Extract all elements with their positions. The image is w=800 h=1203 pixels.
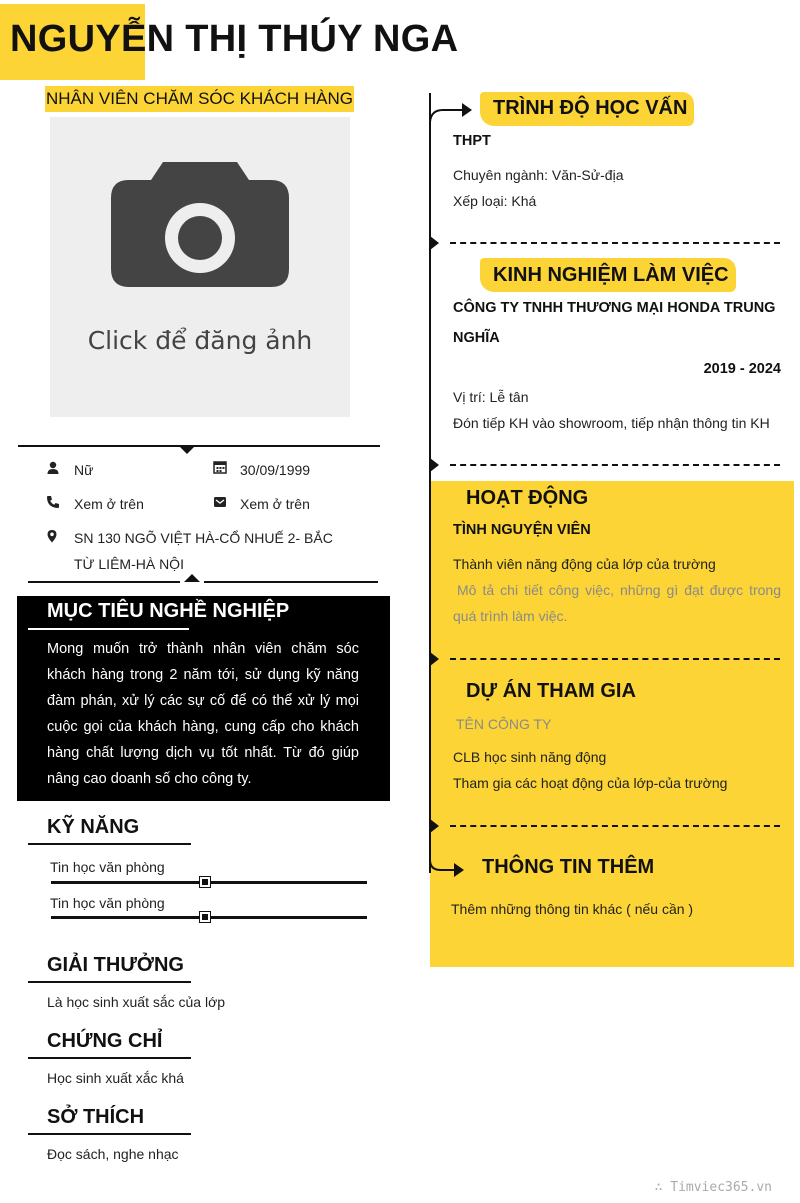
skill-name[interactable]: Tin học văn phòng xyxy=(50,895,165,911)
divider xyxy=(28,581,180,583)
awards-title: GIẢI THƯỞNG xyxy=(47,954,184,976)
calendar-icon xyxy=(213,460,227,474)
certificates-text[interactable]: Học sinh xuất xắc khá xyxy=(47,1070,184,1086)
skill-level-handle[interactable] xyxy=(200,877,210,887)
candidate-name[interactable]: NGUYỄN THỊ THÚY NGA xyxy=(10,18,459,60)
timeline-arrow-icon xyxy=(429,850,465,880)
projects-company[interactable]: TÊN CÔNG TY xyxy=(456,716,552,732)
additional-text[interactable]: Thêm những thông tin khác ( nếu cần ) xyxy=(451,901,694,917)
phone[interactable]: Xem ở trên xyxy=(74,496,144,512)
timeline-marker xyxy=(430,652,439,666)
education-title: TRÌNH ĐỘ HỌC VẤN xyxy=(493,97,688,119)
skills-underline xyxy=(28,843,191,845)
projects-title: DỰ ÁN THAM GIA xyxy=(466,680,636,702)
activities-org[interactable]: TÌNH NGUYỆN VIÊN xyxy=(453,522,591,538)
divider xyxy=(204,581,378,583)
divider-arrow xyxy=(179,446,195,454)
skills-title: KỸ NĂNG xyxy=(47,816,140,838)
timeline-arrow-icon xyxy=(429,98,473,124)
objective-underline xyxy=(28,628,189,630)
activities-title: HOẠT ĐỘNG xyxy=(466,487,589,509)
projects-line-2[interactable]: Tham gia các hoạt động của lớp-của trường xyxy=(453,775,728,791)
certificates-title: CHỨNG CHỈ xyxy=(47,1030,163,1052)
phone-icon xyxy=(46,495,60,509)
divider xyxy=(18,445,380,447)
objective-title: MỤC TIÊU NGHỀ NGHIỆP xyxy=(47,600,290,622)
user-icon xyxy=(46,461,60,475)
dashed-divider xyxy=(450,825,780,827)
job-title[interactable]: NHÂN VIÊN CHĂM SÓC KHÁCH HÀNG xyxy=(45,86,354,112)
birthday[interactable]: 30/09/1999 xyxy=(240,462,311,478)
timeline-marker xyxy=(430,458,439,472)
certificates-underline xyxy=(28,1057,191,1059)
dashed-divider xyxy=(450,658,780,660)
dashed-divider xyxy=(450,242,780,244)
camera-icon[interactable] xyxy=(111,162,289,287)
awards-text[interactable]: Là học sinh xuất sắc của lớp xyxy=(47,994,226,1010)
education-school[interactable]: THPT xyxy=(453,133,491,149)
hobbies-underline xyxy=(28,1133,191,1135)
photo-upload-label[interactable]: Click để đăng ảnh xyxy=(87,326,313,355)
dashed-divider xyxy=(450,464,780,466)
education-major[interactable]: Chuyên ngành: Văn-Sử-địa xyxy=(453,167,624,183)
experience-description[interactable]: Đón tiếp KH vào showroom, tiếp nhận thông tin KH xyxy=(453,415,770,431)
skill-name[interactable]: Tin học văn phòng xyxy=(50,859,165,875)
hobbies-title: SỞ THÍCH xyxy=(47,1106,145,1128)
activities-role[interactable]: Thành viên năng động của lớp của trường xyxy=(453,556,716,572)
objective-text[interactable]: Mong muốn trở thành nhân viên chăm sóc khách hàng trong 2 năm tới, sử dụng kỹ năng đàm phán, xử lý các sự cố để có thể xử lý mọi cuộc gọi của khách hàng, cung cấp cho khách hàng chất lượng dịch vụ tốt nhất. Từ đó giúp nâng cao doanh số cho công ty. xyxy=(47,641,359,787)
additional-title: THÔNG TIN THÊM xyxy=(482,856,655,878)
gender[interactable]: Nữ xyxy=(74,462,94,478)
timeline-line xyxy=(429,93,431,873)
location-icon xyxy=(45,529,59,543)
experience-company-line-1[interactable]: CÔNG TY TNHH THƯƠNG MẠI HONDA TRUNG xyxy=(453,300,776,316)
timeline-marker xyxy=(430,819,439,833)
experience-company-line-2[interactable]: NGHĨA xyxy=(453,330,500,346)
email[interactable]: Xem ở trên xyxy=(240,496,310,512)
projects-line-1[interactable]: CLB học sinh năng động xyxy=(453,749,607,765)
awards-underline xyxy=(28,981,191,983)
email-icon xyxy=(213,495,227,509)
experience-position[interactable]: Vị trí: Lễ tân xyxy=(453,389,529,405)
skill-level-handle[interactable] xyxy=(200,912,210,922)
experience-period[interactable]: 2019 - 2024 xyxy=(703,361,781,377)
activities-description[interactable]: Mô tả chi tiết công việc, những gì đạt được trong quá trình làm việc. xyxy=(453,582,781,624)
brand-watermark: ∴ Timviec365.vn xyxy=(654,1180,772,1195)
timeline-marker xyxy=(430,236,439,250)
address-line-1[interactable]: SN 130 NGÕ VIỆT HÀ-CỔ NHUẾ 2- BẮC xyxy=(74,530,333,546)
experience-title: KINH NGHIỆM LÀM VIỆC xyxy=(493,264,729,286)
hobbies-text[interactable]: Đọc sách, nghe nhạc xyxy=(47,1146,179,1162)
address-line-2[interactable]: TỪ LIÊM-HÀ NỘI xyxy=(74,556,184,572)
education-rank[interactable]: Xếp loại: Khá xyxy=(453,193,537,209)
divider-arrow xyxy=(184,574,200,582)
